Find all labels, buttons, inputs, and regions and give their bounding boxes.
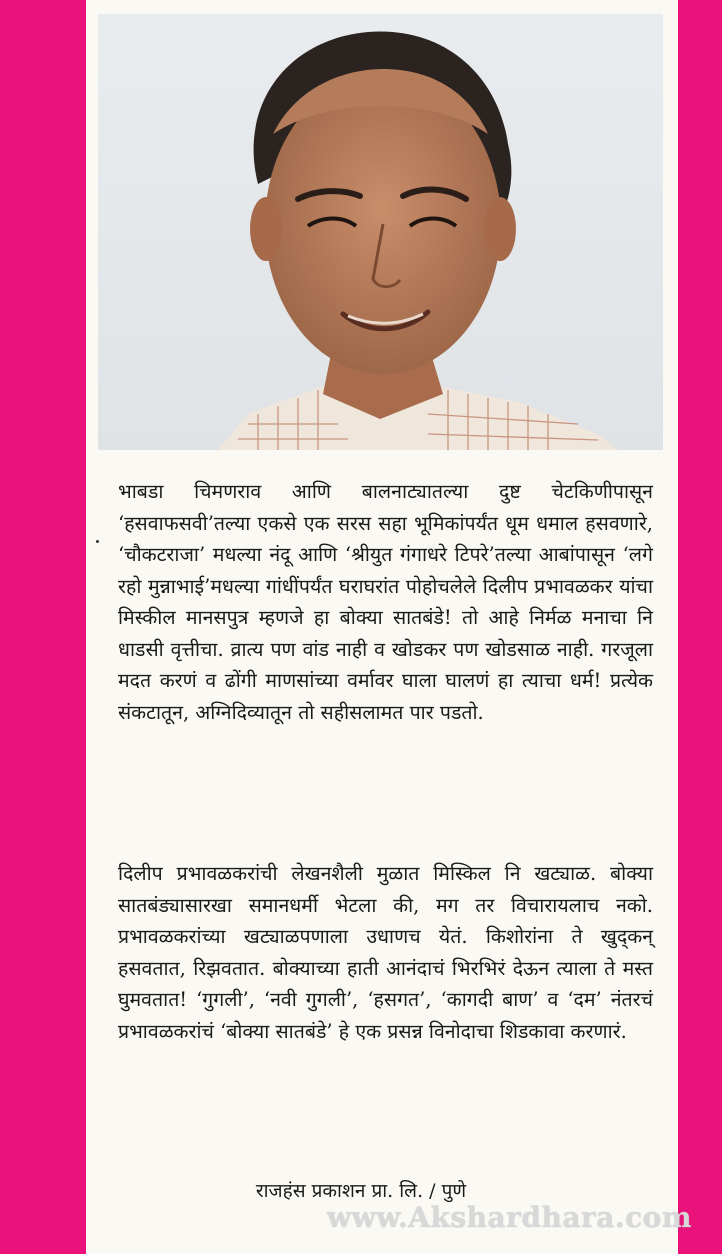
blurb-paragraph-2: दिलीप प्रभावळकरांची लेखनशैली मुळात मिस्किल नि खट्याळ. बोक्या सातबंड्यासारखा समानधर्मी भेटला की, मग तर विचारायलाच नको. प्रभावळकरांच्या खट्याळपणाला उधाणच येतं. किशोरांना ते खुद्कन् हसवतात, रिझवतात. बोक्याच्या हाती आनंदाचं भिरभिरं देऊन त्याला ते मस्त घुमवतात! ‘गुगली’, ‘नवी गुगली’, ‘हसगत’, ‘कागदी बाण’ व ‘दम’ नंतरचं प्रभावळकरांचं ‘बोक्या सातबंडे’ हे एक प्रसन्न विनोदाचा शिडकावा करणारं. <box>118 862 653 1043</box>
print-speck <box>96 540 99 543</box>
website-watermark: www.Akshardhara.com <box>327 1201 692 1234</box>
author-portrait <box>98 14 663 450</box>
blurb-paragraph-1: भाबडा चिमणराव आणि बालनाट्यातल्या दुष्ट चेटकिणीपासून ‘हसवाफसवी’तल्या एकसे एक सरस सहा भूमिकांपर्यंत धूम धमाल हसवणारे, ‘चौकटराजा’ मधल्या नंदू आणि ‘श्रीयुत गंगाधरे टिपरे’तल्या आबांपासून ‘लगे रहो मुन्नाभाई’मधल्या गांधींपर्यंत घराघरांत पोहोचलेले दिलीप प्रभावळकर यांचा मिस्कील मानसपुत्र म्हणजे हा बोक्या सातबंडे! तो आहे निर्मळ मनाचा नि धाडसी वृत्तीचा. व्रात्य पण वांड नाही व खोडकर पण खोडसाळ नाही. गरजूला मदत करणं व ढोंगी माणसांच्या वर्मावर घाला घालणं हा त्याचा धर्म! प्रत्येक संकटातून, अग्निदिव्यातून तो सहीसलामत पार पडतो. <box>118 480 653 724</box>
publisher-line: राजहंस प्रकाशन प्रा. लि. / पुणे <box>255 1180 467 1202</box>
